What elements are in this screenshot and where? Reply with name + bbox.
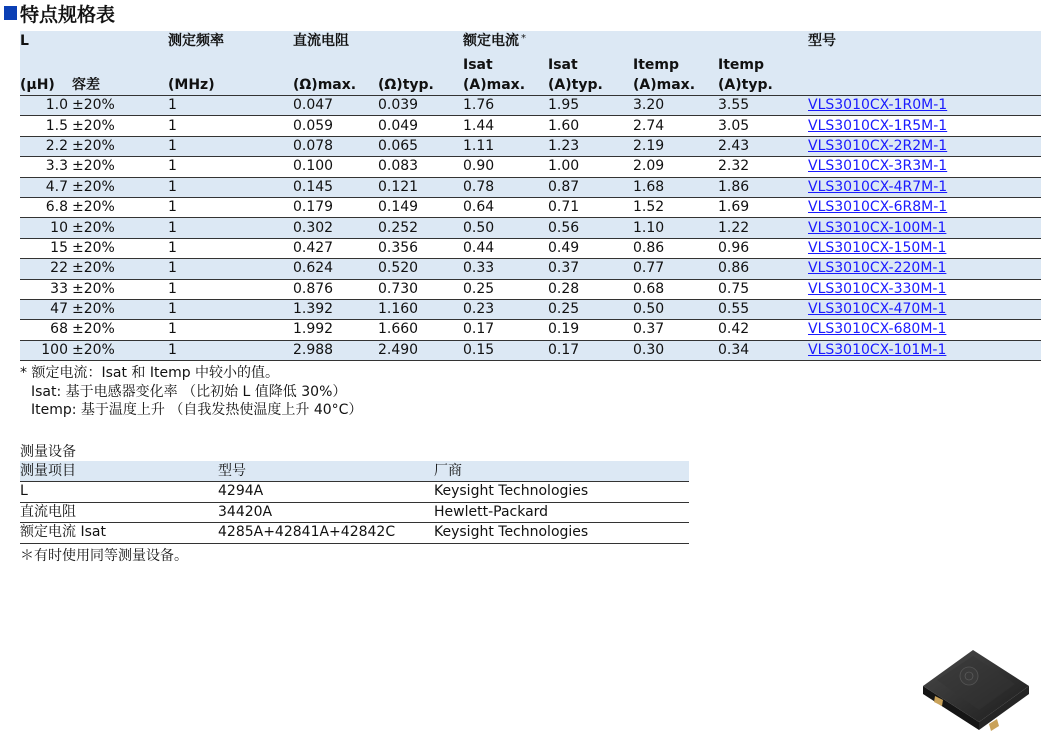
- note-isat: Isat: 基于电感器变化率 （比初始 L 值降低 30%）: [31, 383, 347, 400]
- table-cell: 0.30: [633, 340, 718, 360]
- table-row: [20, 96, 1041, 116]
- equip-header-maker: 厂商: [434, 461, 689, 482]
- table-cell: 0.33: [463, 259, 548, 279]
- part-number-link[interactable]: VLS3010CX-220M-1: [808, 259, 1041, 279]
- table-cell: 0.049: [378, 116, 463, 136]
- equip-cell: L: [20, 482, 218, 503]
- table-cell: 2.32: [718, 157, 808, 177]
- table-cell: 0.37: [548, 259, 633, 279]
- table-row: [20, 218, 1041, 238]
- table-cell: 1: [168, 197, 293, 217]
- table-row: [20, 238, 1041, 258]
- header-model: 型号: [808, 33, 836, 49]
- table-cell: 1.95: [548, 96, 633, 116]
- table-cell: 1.86: [718, 177, 808, 197]
- spec-table: [20, 31, 1041, 361]
- table-cell: 1.660: [378, 320, 463, 340]
- table-cell: 1: [168, 238, 293, 258]
- table-cell: 0.179: [293, 197, 378, 217]
- header-dcr-max: (Ω)max.: [293, 77, 378, 96]
- equip-cell: Keysight Technologies: [434, 482, 689, 503]
- table-cell: 0.25: [463, 279, 548, 299]
- part-number-link[interactable]: VLS3010CX-4R7M-1: [808, 177, 1041, 197]
- equip-header-model: 型号: [218, 461, 434, 482]
- equip-cell: 4294A: [218, 482, 434, 503]
- table-cell: 4.7: [20, 177, 72, 197]
- table-cell: 0.19: [548, 320, 633, 340]
- table-cell: 0.34: [718, 340, 808, 360]
- header-isat-typ-label: Isat: [548, 57, 578, 73]
- table-cell: 3.05: [718, 116, 808, 136]
- table-cell: 1.160: [378, 299, 463, 319]
- table-cell: 47: [20, 299, 72, 319]
- table-cell: 0.15: [463, 340, 548, 360]
- equipment-title: 测量设备: [20, 444, 76, 460]
- header-unit-freq: (MHz): [168, 77, 293, 96]
- table-cell: 1: [168, 259, 293, 279]
- table-cell: 0.047: [293, 96, 378, 116]
- part-number-link[interactable]: VLS3010CX-470M-1: [808, 299, 1041, 319]
- table-cell: ±20%: [72, 136, 168, 156]
- table-cell: 0.78: [463, 177, 548, 197]
- equip-row: [20, 523, 689, 544]
- table-cell: ±20%: [72, 157, 168, 177]
- rated-mark: *: [521, 33, 526, 44]
- table-cell: 2.988: [293, 340, 378, 360]
- table-cell: 100: [20, 340, 72, 360]
- table-cell: 0.065: [378, 136, 463, 156]
- table-cell: 0.25: [548, 299, 633, 319]
- table-cell: 0.083: [378, 157, 463, 177]
- table-cell: ±20%: [72, 279, 168, 299]
- table-cell: ±20%: [72, 299, 168, 319]
- table-row: [20, 340, 1041, 360]
- table-cell: 2.490: [378, 340, 463, 360]
- table-cell: 1.23: [548, 136, 633, 156]
- table-cell: ±20%: [72, 259, 168, 279]
- table-cell: 0.356: [378, 238, 463, 258]
- header-isat-max: (A)max.: [463, 77, 548, 96]
- table-cell: 1: [168, 299, 293, 319]
- header-dcr-typ: (Ω)typ.: [378, 77, 463, 96]
- table-cell: ±20%: [72, 96, 168, 116]
- table-cell: 1.76: [463, 96, 548, 116]
- part-number-link[interactable]: VLS3010CX-100M-1: [808, 218, 1041, 238]
- table-cell: 2.19: [633, 136, 718, 156]
- header-isat-max-label: Isat: [463, 57, 493, 73]
- table-row: [20, 320, 1041, 340]
- table-cell: 0.55: [718, 299, 808, 319]
- table-cell: 15: [20, 238, 72, 258]
- table-cell: 1: [168, 177, 293, 197]
- table-cell: 33: [20, 279, 72, 299]
- table-cell: 1.11: [463, 136, 548, 156]
- header-rated-current: 额定电流 *: [463, 33, 526, 49]
- table-cell: 1.60: [548, 116, 633, 136]
- table-cell: 0.078: [293, 136, 378, 156]
- table-cell: 0.86: [718, 259, 808, 279]
- table-cell: 0.252: [378, 218, 463, 238]
- table-cell: 1.22: [718, 218, 808, 238]
- table-cell: 0.302: [293, 218, 378, 238]
- table-cell: 0.17: [548, 340, 633, 360]
- table-row: [20, 299, 1041, 319]
- table-cell: 3.55: [718, 96, 808, 116]
- table-cell: 0.624: [293, 259, 378, 279]
- header-dcr: 直流电阻: [293, 33, 349, 49]
- table-cell: 0.90: [463, 157, 548, 177]
- section-title-text: 特点规格表: [20, 3, 116, 26]
- header-itemp-typ-label: Itemp: [718, 57, 765, 73]
- equip-header-item: 测量项目: [20, 461, 218, 482]
- table-cell: ±20%: [72, 197, 168, 217]
- table-cell: 0.44: [463, 238, 548, 258]
- table-cell: 1.44: [463, 116, 548, 136]
- part-number-link[interactable]: VLS3010CX-2R2M-1: [808, 136, 1041, 156]
- table-cell: 0.520: [378, 259, 463, 279]
- table-row: [20, 197, 1041, 217]
- part-number-link[interactable]: VLS3010CX-6R8M-1: [808, 197, 1041, 217]
- inductor-product-image: [915, 622, 1033, 732]
- table-cell: 0.50: [463, 218, 548, 238]
- table-cell: 1.00: [548, 157, 633, 177]
- table-cell: 2.43: [718, 136, 808, 156]
- table-cell: 1.68: [633, 177, 718, 197]
- part-number-link[interactable]: VLS3010CX-1R0M-1: [808, 96, 1041, 116]
- table-cell: 0.87: [548, 177, 633, 197]
- table-cell: 1: [168, 320, 293, 340]
- table-cell: 0.28: [548, 279, 633, 299]
- table-cell: 0.876: [293, 279, 378, 299]
- table-cell: 1: [168, 136, 293, 156]
- table-cell: 1: [168, 96, 293, 116]
- table-cell: 1: [168, 116, 293, 136]
- table-row: [20, 279, 1041, 299]
- table-cell: 1: [168, 340, 293, 360]
- table-cell: 3.20: [633, 96, 718, 116]
- equip-cell: Hewlett-Packard: [434, 502, 689, 523]
- header-freq: 测定频率: [168, 33, 224, 49]
- part-number-link[interactable]: VLS3010CX-330M-1: [808, 279, 1041, 299]
- equip-cell: 34420A: [218, 502, 434, 523]
- header-itemp-max: (A)max.: [633, 77, 718, 96]
- note-itemp: Itemp: 基于温度上升 （自我发热使温度上升 40°C）: [31, 402, 363, 419]
- title-square-icon: [4, 6, 17, 20]
- part-number-link[interactable]: VLS3010CX-680M-1: [808, 320, 1041, 340]
- table-cell: 0.96: [718, 238, 808, 258]
- table-cell: 0.121: [378, 177, 463, 197]
- table-cell: 1: [168, 279, 293, 299]
- part-number-link[interactable]: VLS3010CX-150M-1: [808, 238, 1041, 258]
- table-cell: 2.74: [633, 116, 718, 136]
- table-cell: 0.149: [378, 197, 463, 217]
- part-number-link[interactable]: VLS3010CX-1R5M-1: [808, 116, 1041, 136]
- table-cell: 0.75: [718, 279, 808, 299]
- table-cell: 0.49: [548, 238, 633, 258]
- table-cell: 22: [20, 259, 72, 279]
- table-cell: 0.730: [378, 279, 463, 299]
- table-cell: 0.17: [463, 320, 548, 340]
- table-cell: 0.50: [633, 299, 718, 319]
- equip-cell: 直流电阻: [20, 502, 218, 523]
- table-cell: 0.77: [633, 259, 718, 279]
- table-cell: 1.69: [718, 197, 808, 217]
- equipment-footnote: ＊有时使用同等测量设备。: [20, 548, 188, 564]
- table-cell: 1.10: [633, 218, 718, 238]
- equip-row: [20, 482, 689, 503]
- equip-cell: Keysight Technologies: [434, 523, 689, 544]
- header-isat-typ: (A)typ.: [548, 77, 633, 96]
- equipment-table: [20, 461, 689, 544]
- note-rated-current: * 额定电流：Isat 和 Itemp 中较小的值。: [20, 365, 280, 381]
- table-cell: 1.392: [293, 299, 378, 319]
- table-cell: 1: [168, 218, 293, 238]
- table-cell: 1.52: [633, 197, 718, 217]
- table-cell: 0.42: [718, 320, 808, 340]
- table-cell: ±20%: [72, 238, 168, 258]
- table-cell: 1.992: [293, 320, 378, 340]
- table-row: [20, 136, 1041, 156]
- table-cell: 0.23: [463, 299, 548, 319]
- header-tolerance: 容差: [72, 77, 168, 96]
- header-itemp-max-label: Itemp: [633, 57, 680, 73]
- table-cell: 2.2: [20, 136, 72, 156]
- table-cell: 68: [20, 320, 72, 340]
- table-cell: 10: [20, 218, 72, 238]
- table-row: [20, 259, 1041, 279]
- table-cell: 2.09: [633, 157, 718, 177]
- table-cell: 0.427: [293, 238, 378, 258]
- notes: [20, 364, 362, 420]
- table-cell: 0.64: [463, 197, 548, 217]
- table-cell: 0.37: [633, 320, 718, 340]
- table-cell: 6.8: [20, 197, 72, 217]
- table-cell: 0.059: [293, 116, 378, 136]
- table-cell: 1.0: [20, 96, 72, 116]
- table-cell: 0.56: [548, 218, 633, 238]
- table-cell: ±20%: [72, 177, 168, 197]
- table-cell: ±20%: [72, 218, 168, 238]
- table-cell: 0.68: [633, 279, 718, 299]
- part-number-link[interactable]: VLS3010CX-3R3M-1: [808, 157, 1041, 177]
- table-cell: 0.039: [378, 96, 463, 116]
- header-itemp-typ: (A)typ.: [718, 77, 808, 96]
- table-row: [20, 116, 1041, 136]
- table-row: [20, 177, 1041, 197]
- table-cell: 0.71: [548, 197, 633, 217]
- table-cell: 3.3: [20, 157, 72, 177]
- table-row: [20, 157, 1041, 177]
- table-cell: ±20%: [72, 116, 168, 136]
- table-cell: ±20%: [72, 320, 168, 340]
- table-cell: 0.86: [633, 238, 718, 258]
- table-cell: 1: [168, 157, 293, 177]
- section-title: [4, 1, 115, 25]
- table-cell: 0.100: [293, 157, 378, 177]
- table-cell: 0.145: [293, 177, 378, 197]
- table-cell: 1.5: [20, 116, 72, 136]
- equip-cell: 额定电流 Isat: [20, 523, 218, 544]
- equip-cell: 4285A+42841A+42842C: [218, 523, 434, 544]
- table-cell: ±20%: [72, 340, 168, 360]
- header-l: L: [20, 33, 29, 49]
- equip-row: [20, 502, 689, 523]
- part-number-link[interactable]: VLS3010CX-101M-1: [808, 340, 1041, 360]
- header-unit-l: (μH): [20, 77, 72, 96]
